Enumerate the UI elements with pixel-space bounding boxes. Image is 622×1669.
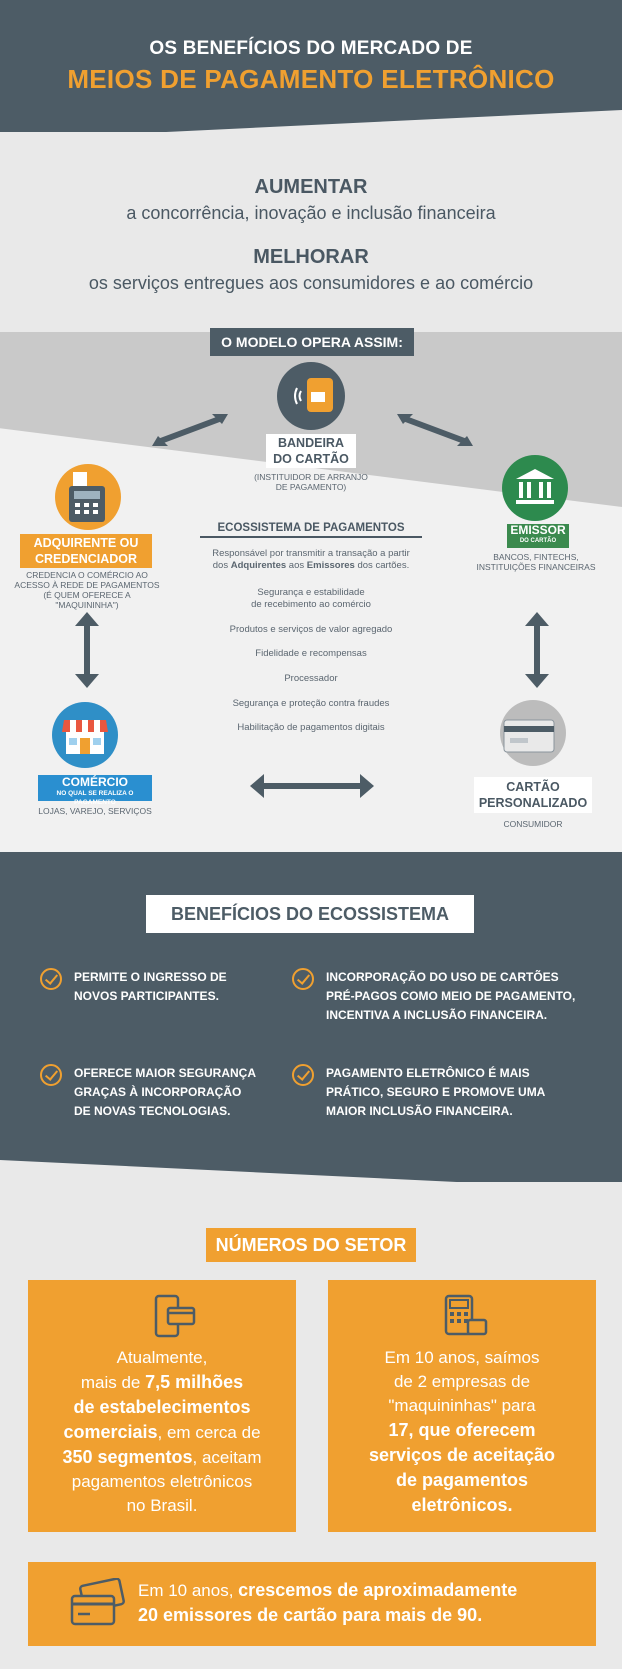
pos-terminal-icon xyxy=(55,464,121,530)
check-icon xyxy=(292,1064,314,1086)
arrow-bandeira-emissor xyxy=(395,410,475,450)
header-banner xyxy=(0,0,622,132)
benefit-item: INCORPORAÇÃO DO USO DE CARTÕES PRÉ-PAGOS COMO MEIO DE PAGAMENTO, INCENTIVA A INCLUSÃO FINANCEIRA. xyxy=(326,970,576,1022)
card-icon xyxy=(500,700,566,766)
ecosystem-item: Habilitação de pagamentos digitais xyxy=(237,722,385,733)
header-title-line1: OS BENEFÍCIOS DO MERCADO DE xyxy=(149,38,473,59)
bandeira-sub: (INSTITUIDOR DE ARRANJO DE PAGAMENTO) xyxy=(254,472,368,492)
cartao-sub: CONSUMIDOR xyxy=(503,819,563,829)
ecosystem-item: de recebimento ao comércio xyxy=(251,599,371,610)
ecosystem-item: Processador xyxy=(284,673,338,684)
ecosystem-item: Produtos e serviços de valor agregado xyxy=(229,624,393,635)
arrow-adquirente-bandeira xyxy=(150,410,230,450)
ecosystem-item: Segurança e estabilidade xyxy=(257,587,365,598)
cards-icon xyxy=(68,1578,126,1630)
adquirente-sub: CREDENCIA O COMÉRCIO AO ACESSO À REDE DE PAGAMENTOS (É QUEM OFERECE A "MAQUININHA") xyxy=(14,570,160,610)
cartao-label: CARTÃO PERSONALIZADO xyxy=(474,777,592,813)
ecosystem-item: Segurança e proteção contra fraudes xyxy=(232,698,390,709)
bandeira-icon xyxy=(277,362,345,430)
emissor-label: EMISSOR DO CARTÃO xyxy=(507,524,569,548)
arrow-adquirente-comercio xyxy=(72,612,102,688)
bandeira-label: BANDEIRA DO CARTÃO xyxy=(266,434,356,468)
intro-keyword-aumentar: AUMENTAR xyxy=(254,176,368,198)
comercio-label: COMÉRCIO NO QUAL SE REALIZA O PAGAMENTO xyxy=(38,775,152,801)
intro-keyword-melhorar: MELHORAR xyxy=(253,246,369,268)
arrow-comercio-cartao xyxy=(250,772,374,800)
intro-text-melhorar: os serviços entregues aos consumidores e ao comércio xyxy=(88,273,534,293)
bank-icon xyxy=(502,455,568,521)
benefits-title: BENEFÍCIOS DO ECOSSISTEMA xyxy=(146,895,474,933)
check-icon xyxy=(40,968,62,990)
header-title-line2: MEIOS DE PAGAMENTO ELETRÔNICO xyxy=(67,64,555,94)
ecosystem-item: Fidelidade e recompensas xyxy=(255,648,367,659)
stat-card-maquininhas: Em 10 anos, saímos de 2 empresas de "maquininhas" para 17, que oferecem serviços de aceitação de pagamentos eletrônicos. xyxy=(328,1280,596,1532)
check-icon xyxy=(292,968,314,990)
stat-card-emissores: Em 10 anos, crescemos de aproximadamente 20 emissores de cartão para mais de 90. xyxy=(28,1562,596,1646)
emissor-sub: BANCOS, FINTECHS, INSTITUIÇÕES FINANCEIRAS xyxy=(476,552,596,572)
check-icon xyxy=(40,1064,62,1086)
store-icon xyxy=(52,702,118,768)
stat-card-establishments: Atualmente, mais de 7,5 milhões de estabelecimentos comerciais, em cerca de 350 segmentos, aceitam pagamentos eletrônicos no Brasil. xyxy=(28,1280,296,1532)
arrow-emissor-cartao xyxy=(522,612,552,688)
numbers-title: NÚMEROS DO SETOR xyxy=(206,1228,416,1262)
pos-machine-icon xyxy=(438,1292,490,1340)
comercio-sub: LOJAS, VAREJO, SERVIÇOS xyxy=(38,806,152,816)
benefit-item: PERMITE O INGRESSO DE NOVOS PARTICIPANTES. xyxy=(74,970,227,1003)
benefit-item: PAGAMENTO ELETRÔNICO É MAIS PRÁTICO, SEGURO E PROMOVE UMA MAIOR INCLUSÃO FINANCEIRA. xyxy=(326,1066,546,1118)
intro-text-aumentar: a concorrência, inovação e inclusão financeira xyxy=(126,203,496,223)
adquirente-label: ADQUIRENTE OU CREDENCIADOR xyxy=(20,534,152,568)
benefit-item: OFERECE MAIOR SEGURANÇA GRAÇAS À INCORPORAÇÃO DE NOVAS TECNOLOGIAS. xyxy=(74,1066,257,1118)
phone-card-icon xyxy=(150,1292,198,1340)
model-title: O MODELO OPERA ASSIM: xyxy=(210,328,414,356)
ecosystem-description: Responsável por transmitir a transação a partir dos Adquirentes aos Emissores dos cartões. xyxy=(212,548,410,571)
ecosystem-title: ECOSSISTEMA DE PAGAMENTOS xyxy=(200,522,422,538)
intro-block xyxy=(0,176,622,294)
